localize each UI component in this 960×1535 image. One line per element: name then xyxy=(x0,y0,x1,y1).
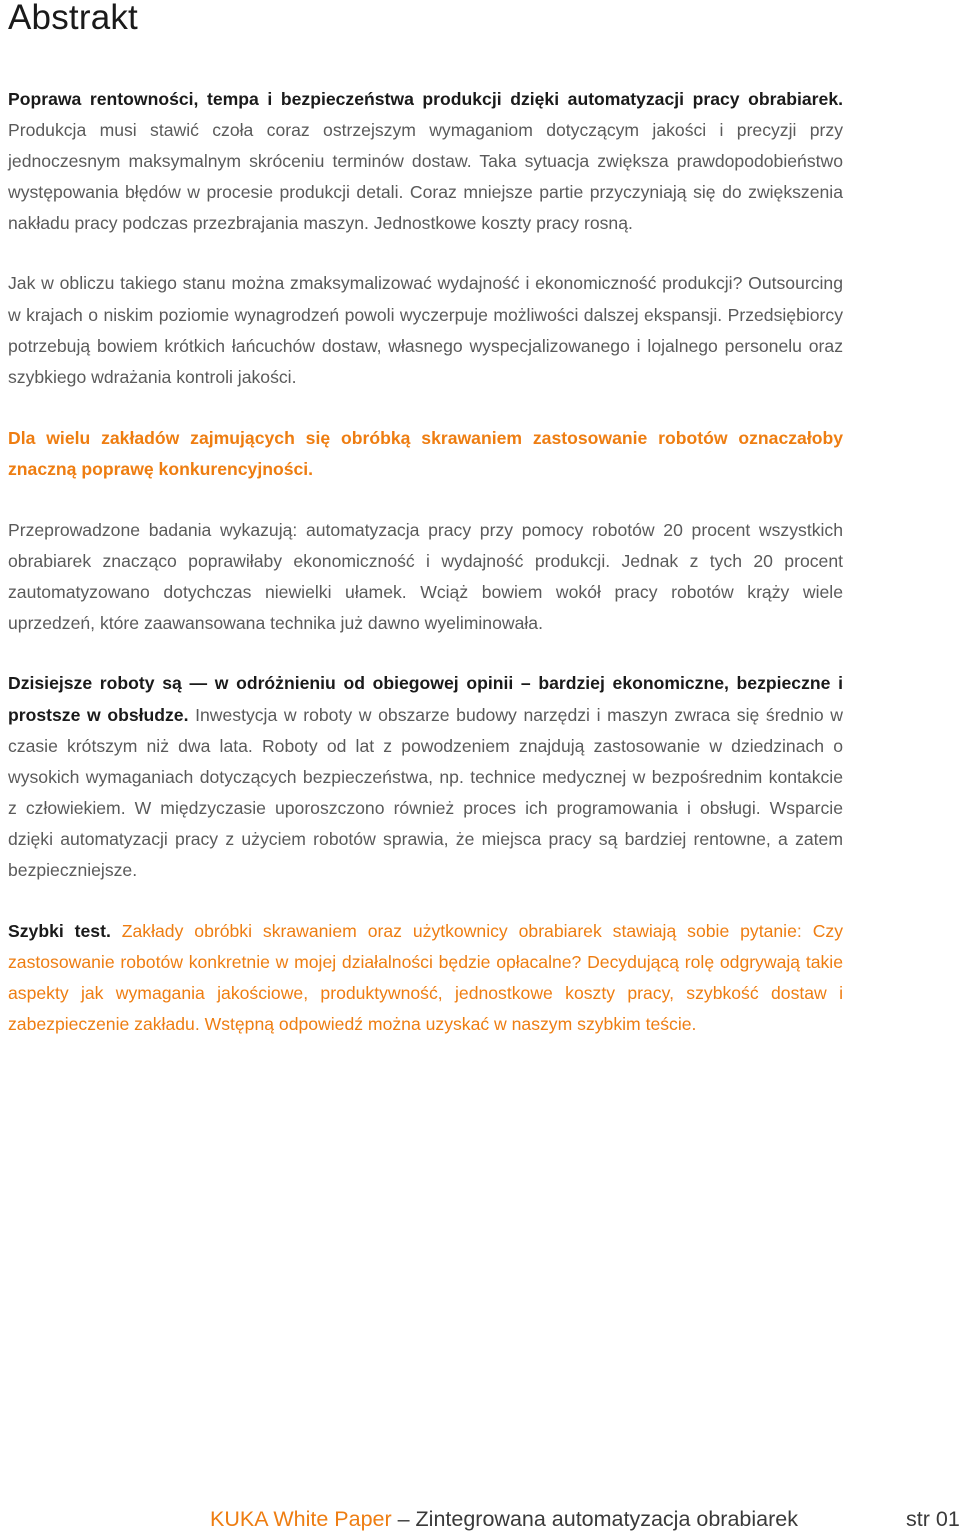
paragraph-intro xyxy=(8,84,843,239)
paragraph-robots-today-body: Inwestycja w roboty w obszarze budowy narzędzi i maszyn zwraca się średnio w czasie krótszym niż dwa lata. Roboty od lat z powodzeniem znajdują zastosowanie w dziedzinach o wysokich wymaganiach dotyczących bezpieczeństwa, np. technice medycznej w bezpośrednim kontakcie z człowiekiem. W międzyczasie uporoszczono również proces ich programowania i obsługi. Wsparcie dzięki automatyzacji pracy z użyciem robotów sprawia, że miejsca pracy są bardziej rentowne, a zatem bezpieczniejsze. xyxy=(8,704,843,880)
paragraph-quick-test-lead: Szybki test. xyxy=(8,921,111,942)
footer-title: – Zintegrowana automatyzacja obrabiarek xyxy=(391,1507,798,1531)
paragraph-robots-today xyxy=(8,668,843,886)
paragraph-question: Jak w obliczu takiego stanu można zmaksymalizować wydajność i ekonomiczność produkcji? Outsourcing w krajach o niskim poziomie wynagrodzeń powoli wyczerpuje możliwości dalszej ekspansji. Przedsiębiorcy potrzebują bowiem krótkich łańcuchów dostaw, własnego wyspecjalizowanego i lojalnego personelu oraz szybkiego wdrażania kontroli jakości. xyxy=(8,273,843,387)
footer-brand: KUKA White Paper xyxy=(210,1507,392,1531)
paragraph-research: Przeprowadzone badania wykazują: automatyzacja pracy przy pomocy robotów 20 procent wszystkich obrabiarek znacząco poprawiłaby ekonomiczność i wydajność produkcji. Jednak z tych 20 procent zautomatyzowano dotychczas niewielki ułamek. Wciąż bowiem wokół pracy robotów krąży wiele uprzedzeń, które zaawansowana technika już dawno wyeliminowała. xyxy=(8,520,843,634)
paragraph-highlight: Dla wielu zakładów zajmujących się obróbką skrawaniem zastosowanie robotów oznaczałoby znaczną poprawę konkurencyjności. xyxy=(8,427,843,479)
page-footer xyxy=(210,1503,960,1535)
paragraph-quick-test xyxy=(8,916,843,1040)
page-title: Abstrakt xyxy=(8,0,138,37)
document-body xyxy=(8,0,843,1040)
paragraph-robots-today-lead: Dzisiejsze roboty są — w odróżnieniu od obiegowej opinii – bardziej ekonomiczne, bezpieczne i prostsze w obsłudze. xyxy=(8,673,843,725)
paragraph-intro-body: Produkcja musi stawić czoła coraz ostrzejszym wymaganiom dotyczącym jakości i precyzji przy jednoczesnym maksymalnym skróceniu terminów dostaw. Taka sytuacja zwiększa prawdopodobieństwo występowania błędów w procesie produkcji detali. Coraz mniejsze partie przyczyniają się do zwiększenia nakładu pracy podczas przezbrajania maszyn. Jednostkowe koszty pracy rosną. xyxy=(8,120,843,234)
paragraph-intro-lead: Poprawa rentowności, tempa i bezpieczeństwa produkcji dzięki automatyzacji pracy obrabiarek. xyxy=(8,89,843,109)
footer-page-number: str 01 xyxy=(906,1507,960,1531)
paragraph-quick-test-body: Zakłady obróbki skrawaniem oraz użytkownicy obrabiarek stawiają sobie pytanie: Czy zastosowanie robotów konkretnie w mojej działalności będzie opłacalne? Decydującą rolę odgrywają takie aspekty jak wymagania jakościowe, produktywność, jednostkowe koszty pracy, szybkość dostaw i zabezpieczenie zakładu. Wstępną odpowiedź można uzyskać w naszym szybkim teście. xyxy=(8,921,843,1035)
